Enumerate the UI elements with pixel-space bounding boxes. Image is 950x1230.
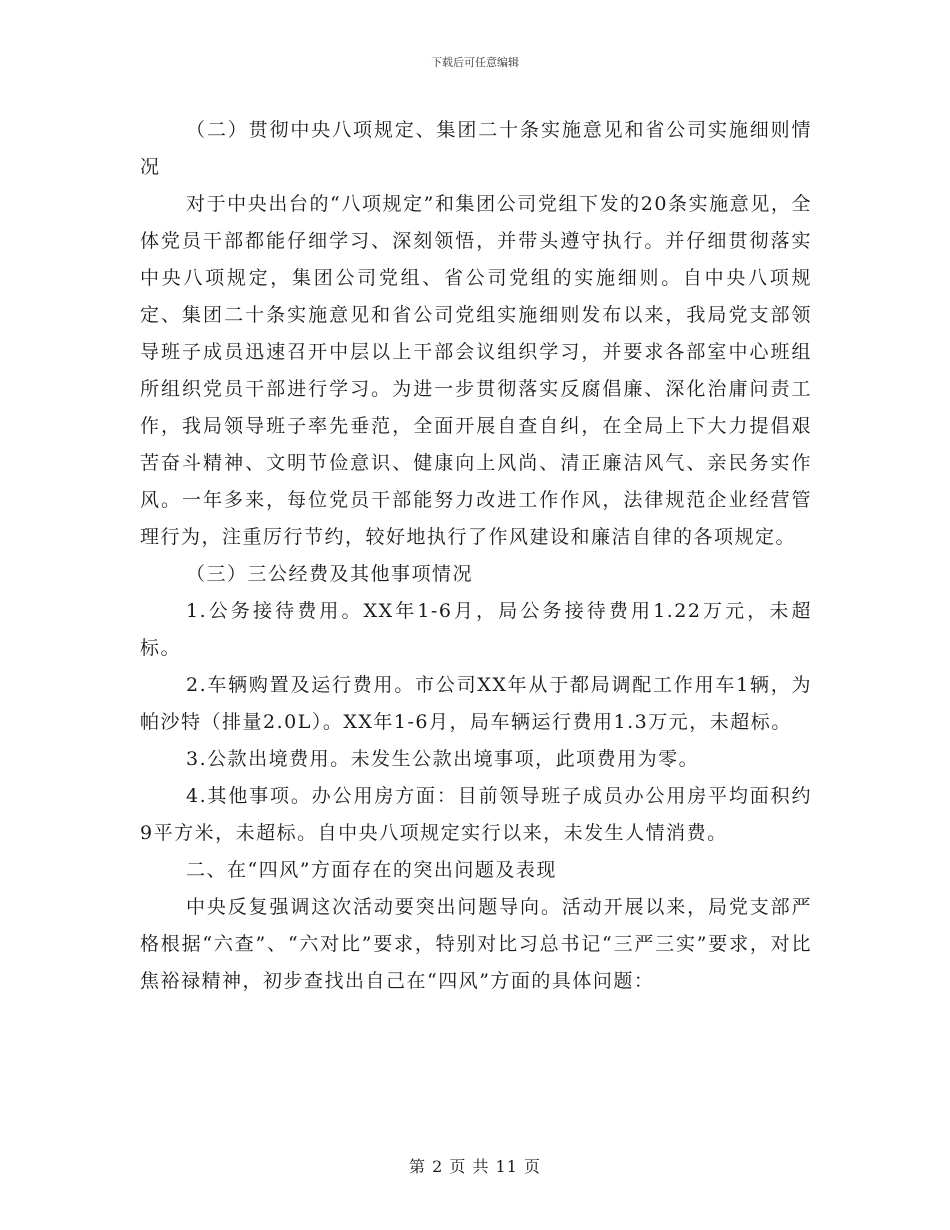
paragraph-problem-orientation: 中央反复强调这次活动要突出问题导向。活动开展以来，局党支部严格根据“六查”、“六对比”要求，特别对比习总书记“三严三实”要求，对比焦裕禄精神，初步查找出自己在“四风”方面的具体问题： bbox=[140, 896, 812, 992]
section-heading-four-winds: 二、在“四风”方面存在的突出问题及表现 bbox=[186, 859, 557, 881]
paragraph-eight-rules: 对于中央出台的“八项规定”和集团公司党组下发的20条实施意见，全体党员干部都能仔细学习、深刻领悟，并带头遵守执行。并仔细贯彻落实中央八项规定，集团公司党组、省公司党组的实施细则。自中央八项规定、集团二十条实施意见和省公司党组实施细则发布以来，我局党支部领导班子成员迅速召开中层以上干部会议组织学习，并要求各部室中心班组所组织党员干部进行学习。为进一步贯彻落实反腐倡廉、深化治庸问责工作，我局领导班子率先垂范，全面开展自查自纠，在全局上下大力提倡艰苦奋斗精神、文明节俭意识、健康向上风尚、清正廉洁风气、亲民务实作风。一年多来，每位党员干部能努力改进工作作风，法律规范企业经营管理行为，注重厉行节约，较好地执行了作风建设和廉洁自律的各项规定。 bbox=[140, 193, 812, 548]
document-body bbox=[140, 112, 812, 1000]
item-overseas-expense: 3.公款出境费用。未发生公款出境事项，此项费用为零。 bbox=[186, 748, 700, 770]
item-other-matters: 4.其他事项。办公用房方面：目前领导班子成员办公用房平均面积约9平方米，未超标。自中央八项规定实行以来，未发生人情消费。 bbox=[140, 785, 812, 844]
section-heading-3: （三）三公经费及其他事项情况 bbox=[186, 563, 474, 585]
item-reception-expense: 1.公务接待费用。XX年1-6月，局公务接待费用1.22万元，未超标。 bbox=[140, 600, 812, 659]
item-vehicle-expense: 2.车辆购置及运行费用。市公司XX年从于都局调配工作用车1辆，为帕沙特（排量2.0L）。XX年1-6月，局车辆运行费用1.3万元，未超标。 bbox=[140, 674, 812, 733]
page-number: 第 2 页 共 11 页 bbox=[409, 1157, 541, 1176]
page-header-note: 下载后可任意编辑 bbox=[431, 56, 519, 69]
section-heading-2: （二）贯彻中央八项规定、集团二十条实施意见和省公司实施细则情况 bbox=[140, 119, 812, 178]
